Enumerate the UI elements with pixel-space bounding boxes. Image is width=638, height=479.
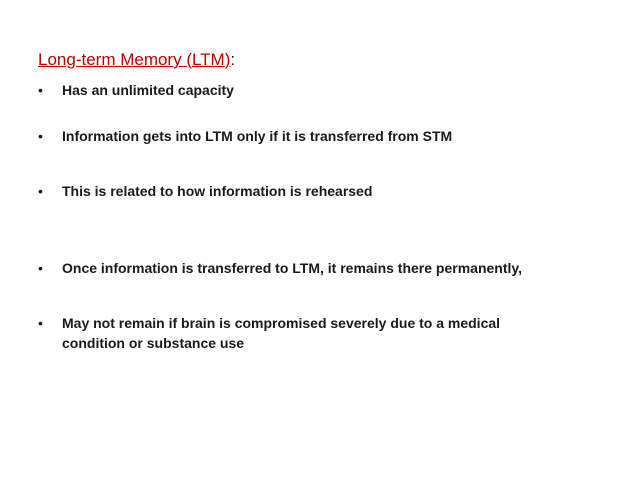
bullet-text: This is related to how information is rehearsed xyxy=(62,183,373,199)
bullet-item xyxy=(38,126,602,146)
heading-colon: : xyxy=(230,50,236,69)
bullet-item xyxy=(38,258,602,278)
heading-text-part3: ) xyxy=(224,50,231,69)
bullet-marker: • xyxy=(38,128,43,144)
bullet-marker: • xyxy=(38,82,43,98)
bullet-text: Has an unlimited capacity xyxy=(62,82,234,98)
bullet-item xyxy=(38,181,602,201)
bullet-marker: • xyxy=(38,260,43,276)
heading-text-ltm: LTM xyxy=(191,50,225,69)
bullet-marker: • xyxy=(38,183,43,199)
bullet-text: May not remain if brain is compromised severely due to a medical condition or substance use xyxy=(62,315,501,351)
bullet-marker: • xyxy=(38,315,43,331)
bullet-text: Information gets into LTM only if it is transferred from STM xyxy=(62,128,453,144)
bullet-item xyxy=(38,313,562,353)
heading-text-part1: Long-term Memory ( xyxy=(38,50,192,69)
slide-heading xyxy=(38,50,235,70)
bullet-item xyxy=(38,80,602,100)
bullet-text: Once information is transferred to LTM, it remains there permanently, xyxy=(62,260,523,276)
